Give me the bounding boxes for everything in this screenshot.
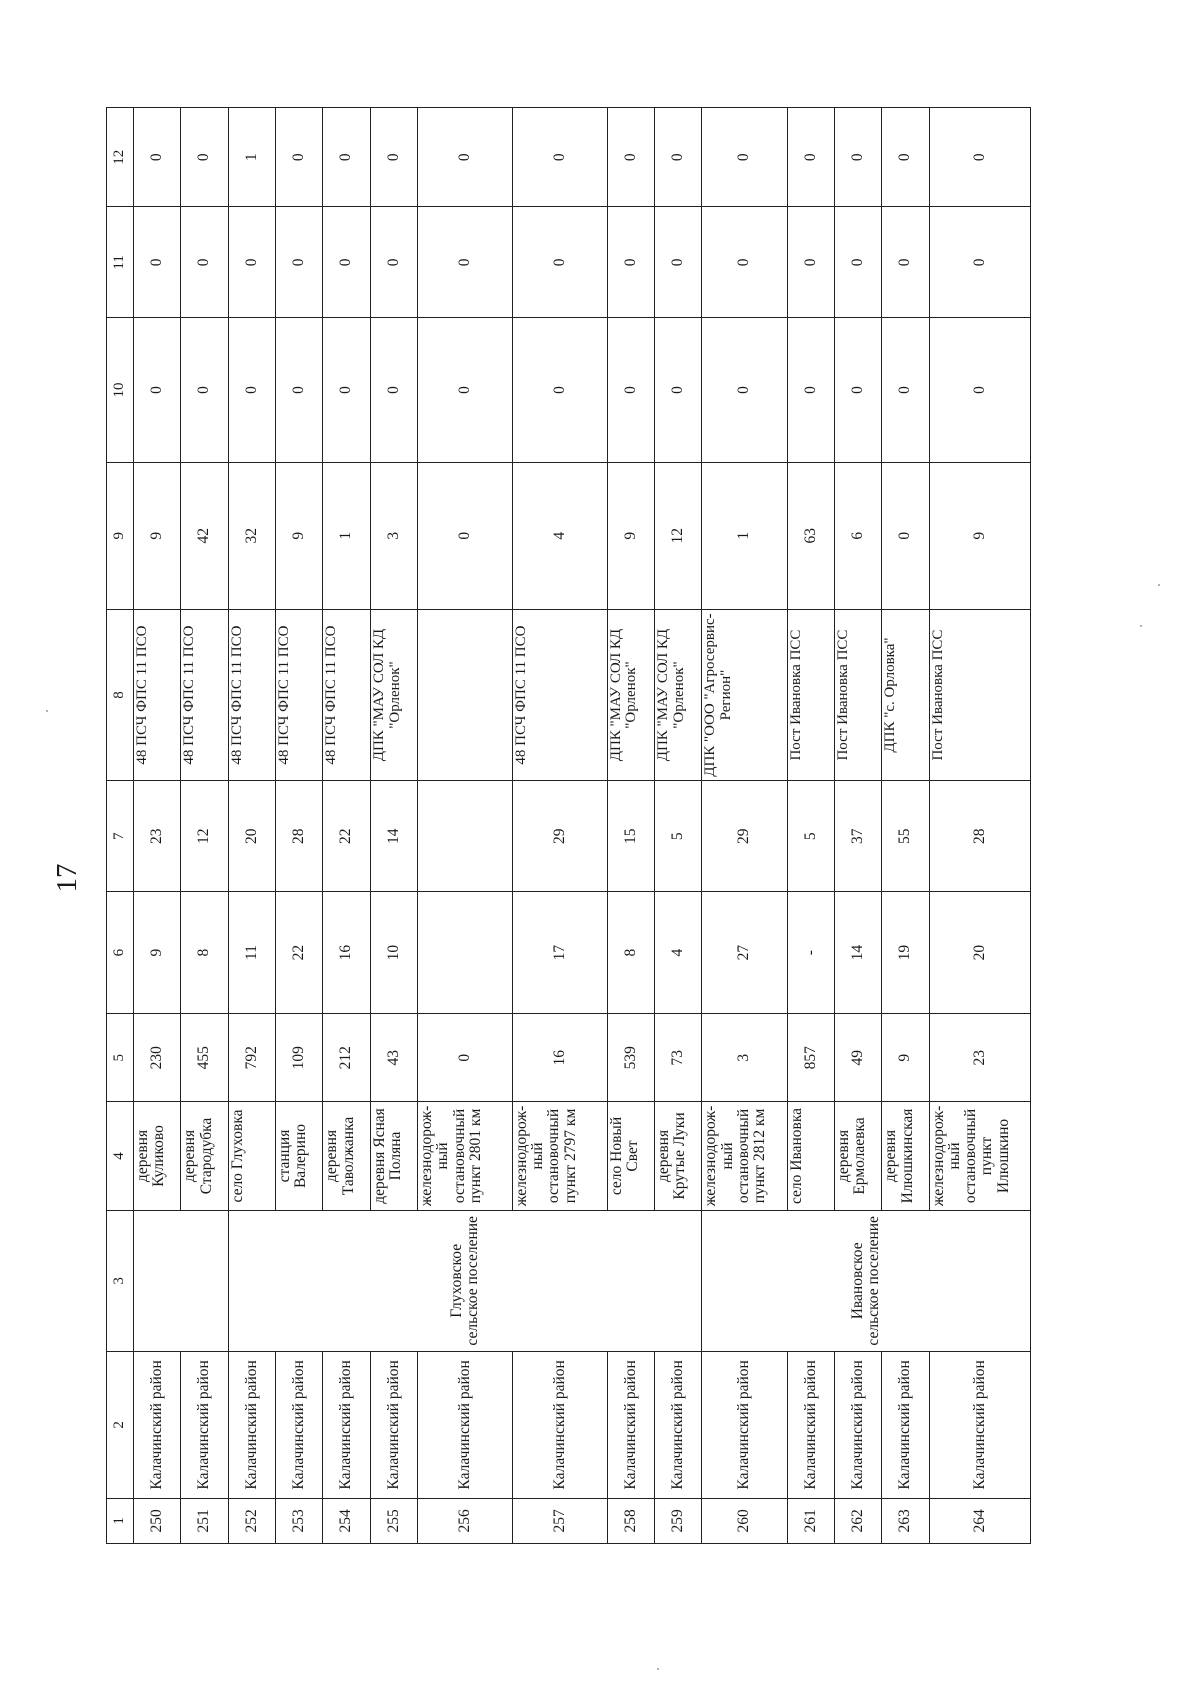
col10-cell: 0 [133, 318, 180, 463]
district-cell: Калачинский район [702, 1351, 787, 1498]
col6-cell [418, 892, 513, 1014]
locality-cell: железнодорож-ный остановочный пункт 2801 км [418, 1102, 513, 1210]
header-cell-9: 9 [107, 462, 134, 609]
population-cell: 212 [323, 1014, 370, 1102]
population-cell: 16 [512, 1014, 607, 1102]
locality-cell: село Ивановка [787, 1102, 834, 1210]
row-number-cell: 264 [929, 1498, 1030, 1543]
fire-unit-cell: 48 ПСЧ ФПС 11 ПСО [133, 609, 180, 781]
fire-unit-cell [418, 609, 513, 781]
row-number-cell: 255 [370, 1498, 417, 1543]
header-cell-3: 3 [107, 1210, 134, 1351]
locality-cell: деревня Илюшкинская [882, 1102, 929, 1210]
rotated-table-wrapper [106, 107, 1031, 1544]
col7-cell [418, 781, 513, 892]
district-cell: Калачинский район [607, 1351, 654, 1498]
col10-cell: 0 [370, 318, 417, 463]
row-number-cell: 254 [323, 1498, 370, 1543]
locality-cell: станция Валерино [276, 1102, 323, 1210]
header-cell-4: 4 [107, 1102, 134, 1210]
locality-cell: железнодорож-ный остановочный пункт 2812 км [702, 1102, 787, 1210]
scan-speck [1140, 625, 1142, 627]
col12-cell: 0 [787, 108, 834, 207]
col7-cell: 23 [133, 781, 180, 892]
col12-cell: 0 [702, 108, 787, 207]
col6-cell: 8 [607, 892, 654, 1014]
population-cell: 109 [276, 1014, 323, 1102]
locality-cell: село Глуховка [228, 1102, 275, 1210]
col12-cell: 0 [370, 108, 417, 207]
col12-cell: 0 [512, 108, 607, 207]
fire-unit-cell: ДПК "с. Орловка" [882, 609, 929, 781]
fire-unit-cell: 48 ПСЧ ФПС 11 ПСО [181, 609, 228, 781]
population-cell: 73 [655, 1014, 702, 1102]
col9-cell: 9 [133, 462, 180, 609]
district-cell: Калачинский район [181, 1351, 228, 1498]
col6-cell: 16 [323, 892, 370, 1014]
col10-cell: 0 [787, 318, 834, 463]
col11-cell: 0 [607, 207, 654, 318]
col11-cell: 0 [276, 207, 323, 318]
col12-cell: 0 [929, 108, 1030, 207]
col9-cell: 9 [929, 462, 1030, 609]
district-cell: Калачинский район [834, 1351, 881, 1498]
locality-cell: железнодорож-ный остановочный пункт 2797 км [512, 1102, 607, 1210]
fire-unit-cell: 48 ПСЧ ФПС 11 ПСО [228, 609, 275, 781]
page-number: 17 [50, 863, 83, 893]
fire-unit-cell: Пост Ивановка ПСС [834, 609, 881, 781]
col9-cell: 4 [512, 462, 607, 609]
col9-cell: 12 [655, 462, 702, 609]
fire-unit-cell: 48 ПСЧ ФПС 11 ПСО [276, 609, 323, 781]
col7-cell: 20 [228, 781, 275, 892]
col6-cell: 10 [370, 892, 417, 1014]
col6-cell: 4 [655, 892, 702, 1014]
col6-cell: 20 [929, 892, 1030, 1014]
header-cell-7: 7 [107, 781, 134, 892]
col11-cell: 0 [787, 207, 834, 318]
col11-cell: 0 [323, 207, 370, 318]
col9-cell: 0 [882, 462, 929, 609]
scan-speck [657, 1668, 659, 1670]
locality-cell: село Новый Свет [607, 1102, 654, 1210]
locality-cell: железнодорож-ный остановочный пункт Илюшкино [929, 1102, 1030, 1210]
municipality-cell-empty [133, 1210, 228, 1351]
col9-cell: 32 [228, 462, 275, 609]
fire-unit-cell: ДПК "МАУ СОЛ КД "Орленок" [370, 609, 417, 781]
settlements-fire-table [106, 107, 1031, 1544]
col7-cell: 28 [276, 781, 323, 892]
population-cell: 230 [133, 1014, 180, 1102]
row-number-cell: 257 [512, 1498, 607, 1543]
population-cell: 539 [607, 1014, 654, 1102]
fire-unit-cell: Пост Ивановка ПСС [787, 609, 834, 781]
col9-cell: 9 [607, 462, 654, 609]
table-row [702, 108, 787, 1544]
col10-cell: 0 [834, 318, 881, 463]
district-cell: Калачинский район [323, 1351, 370, 1498]
header-cell-5: 5 [107, 1014, 134, 1102]
col6-cell: 17 [512, 892, 607, 1014]
col7-cell: 29 [512, 781, 607, 892]
col10-cell: 0 [655, 318, 702, 463]
district-cell: Калачинский район [370, 1351, 417, 1498]
row-number-cell: 263 [882, 1498, 929, 1543]
col7-cell: 5 [787, 781, 834, 892]
population-cell: 455 [181, 1014, 228, 1102]
table-body [107, 108, 1031, 1544]
col6-cell: 27 [702, 892, 787, 1014]
locality-cell: деревня Стародубка [181, 1102, 228, 1210]
row-number-cell: 258 [607, 1498, 654, 1543]
fire-unit-cell: ДПК "МАУ СОЛ КД "Орленок" [607, 609, 654, 781]
col7-cell: 37 [834, 781, 881, 892]
col11-cell: 0 [834, 207, 881, 318]
col11-cell: 0 [702, 207, 787, 318]
col9-cell: 9 [276, 462, 323, 609]
col6-cell: 19 [882, 892, 929, 1014]
row-number-cell: 260 [702, 1498, 787, 1543]
col10-cell: 0 [702, 318, 787, 463]
col6-cell: 9 [133, 892, 180, 1014]
col11-cell: 0 [228, 207, 275, 318]
fire-unit-cell: ДПК "МАУ СОЛ КД "Орленок" [655, 609, 702, 781]
col11-cell: 0 [512, 207, 607, 318]
col10-cell: 0 [181, 318, 228, 463]
col9-cell: 42 [181, 462, 228, 609]
col7-cell: 12 [181, 781, 228, 892]
col9-cell: 63 [787, 462, 834, 609]
locality-cell: деревня Ясная Поляна [370, 1102, 417, 1210]
table-row [133, 108, 180, 1544]
header-cell-10: 10 [107, 318, 134, 463]
col12-cell: 0 [607, 108, 654, 207]
col12-cell: 1 [228, 108, 275, 207]
district-cell: Калачинский район [228, 1351, 275, 1498]
row-number-cell: 250 [133, 1498, 180, 1543]
col10-cell: 0 [929, 318, 1030, 463]
row-number-cell: 259 [655, 1498, 702, 1543]
locality-cell: деревня Куликово [133, 1102, 180, 1210]
district-cell: Калачинский район [133, 1351, 180, 1498]
header-cell-6: 6 [107, 892, 134, 1014]
municipality-cell: Ивановское сельское поселение [702, 1210, 1031, 1351]
table-row [228, 108, 275, 1544]
col12-cell: 0 [323, 108, 370, 207]
col12-cell: 0 [418, 108, 513, 207]
col7-cell: 29 [702, 781, 787, 892]
col11-cell: 0 [418, 207, 513, 318]
col7-cell: 15 [607, 781, 654, 892]
fire-unit-cell: 48 ПСЧ ФПС 11 ПСО [512, 609, 607, 781]
col10-cell: 0 [323, 318, 370, 463]
col11-cell: 0 [882, 207, 929, 318]
header-cell-8: 8 [107, 609, 134, 781]
col7-cell: 55 [882, 781, 929, 892]
district-cell: Калачинский район [929, 1351, 1030, 1498]
col11-cell: 0 [929, 207, 1030, 318]
col12-cell: 0 [882, 108, 929, 207]
fire-unit-cell: Пост Ивановка ПСС [929, 609, 1030, 781]
locality-cell: деревня Ермолаевка [834, 1102, 881, 1210]
col11-cell: 0 [133, 207, 180, 318]
col10-cell: 0 [276, 318, 323, 463]
col12-cell: 0 [133, 108, 180, 207]
col6-cell: 22 [276, 892, 323, 1014]
col7-cell: 22 [323, 781, 370, 892]
population-cell: 23 [929, 1014, 1030, 1102]
district-cell: Калачинский район [882, 1351, 929, 1498]
locality-cell: деревня Таволжанка [323, 1102, 370, 1210]
population-cell: 0 [418, 1014, 513, 1102]
population-cell: 43 [370, 1014, 417, 1102]
row-number-cell: 262 [834, 1498, 881, 1543]
col11-cell: 0 [655, 207, 702, 318]
header-cell-11: 11 [107, 207, 134, 318]
district-cell: Калачинский район [276, 1351, 323, 1498]
col11-cell: 0 [370, 207, 417, 318]
col10-cell: 0 [607, 318, 654, 463]
row-number-cell: 251 [181, 1498, 228, 1543]
col10-cell: 0 [228, 318, 275, 463]
col6-cell: 14 [834, 892, 881, 1014]
population-cell: 792 [228, 1014, 275, 1102]
district-cell: Калачинский район [512, 1351, 607, 1498]
col9-cell: 3 [370, 462, 417, 609]
locality-cell: деревня Крутые Луки [655, 1102, 702, 1210]
district-cell: Калачинский район [418, 1351, 513, 1498]
row-number-cell: 252 [228, 1498, 275, 1543]
col6-cell: - [787, 892, 834, 1014]
col9-cell: 1 [702, 462, 787, 609]
col10-cell: 0 [418, 318, 513, 463]
header-cell-2: 2 [107, 1351, 134, 1498]
scan-speck [46, 710, 48, 712]
col12-cell: 0 [181, 108, 228, 207]
col12-cell: 0 [655, 108, 702, 207]
population-cell: 857 [787, 1014, 834, 1102]
col9-cell: 1 [323, 462, 370, 609]
population-cell: 49 [834, 1014, 881, 1102]
row-number-cell: 253 [276, 1498, 323, 1543]
col7-cell: 5 [655, 781, 702, 892]
municipality-cell: Глуховское сельское поселение [228, 1210, 702, 1351]
header-cell-1: 1 [107, 1498, 134, 1543]
fire-unit-cell: 48 ПСЧ ФПС 11 ПСО [323, 609, 370, 781]
col12-cell: 0 [834, 108, 881, 207]
col12-cell: 0 [276, 108, 323, 207]
col9-cell: 6 [834, 462, 881, 609]
district-cell: Калачинский район [655, 1351, 702, 1498]
table-header-row [107, 108, 134, 1544]
district-cell: Калачинский район [787, 1351, 834, 1498]
fire-unit-cell: ДПК "ООО "Агросервис-Регион" [702, 609, 787, 781]
col7-cell: 14 [370, 781, 417, 892]
col6-cell: 11 [228, 892, 275, 1014]
col7-cell: 28 [929, 781, 1030, 892]
col11-cell: 0 [181, 207, 228, 318]
header-cell-12: 12 [107, 108, 134, 207]
scan-speck [1158, 584, 1160, 586]
row-number-cell: 261 [787, 1498, 834, 1543]
col10-cell: 0 [882, 318, 929, 463]
col6-cell: 8 [181, 892, 228, 1014]
population-cell: 9 [882, 1014, 929, 1102]
col10-cell: 0 [512, 318, 607, 463]
row-number-cell: 256 [418, 1498, 513, 1543]
population-cell: 3 [702, 1014, 787, 1102]
col9-cell: 0 [418, 462, 513, 609]
